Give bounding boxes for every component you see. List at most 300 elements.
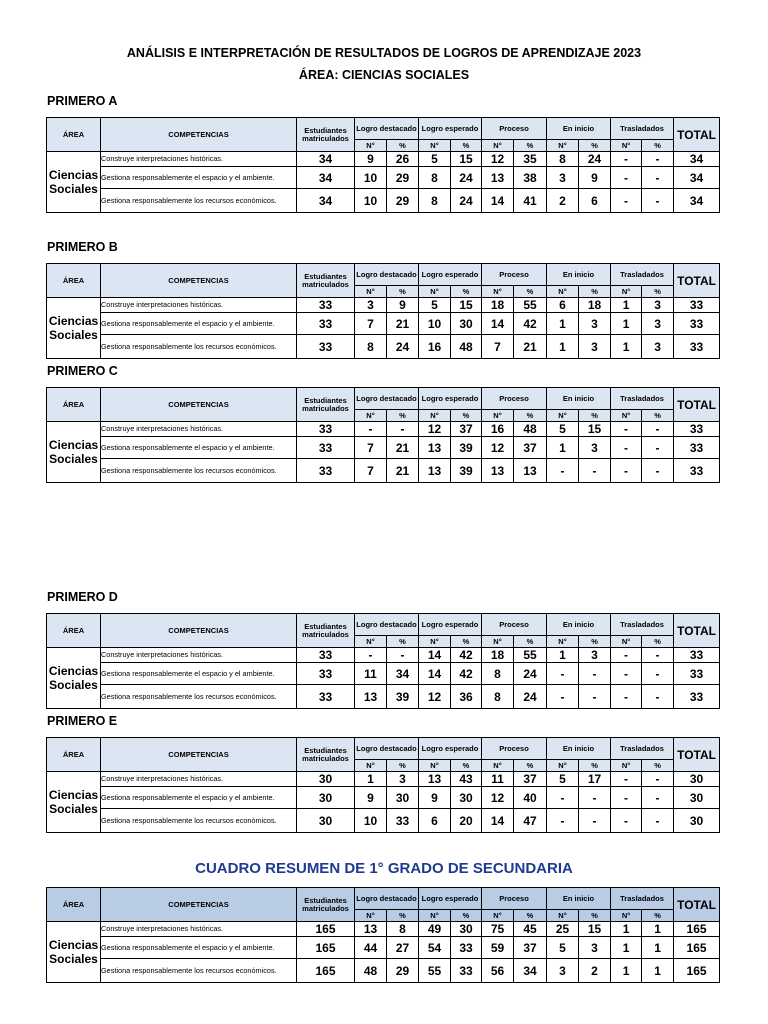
competencias-header: COMPETENCIAS bbox=[101, 614, 297, 648]
value-cell: - bbox=[611, 772, 642, 787]
value-cell: 15 bbox=[451, 298, 482, 313]
proceso-header: Proceso bbox=[482, 738, 547, 760]
logro-esperado-header: Logro esperado bbox=[419, 264, 482, 286]
value-cell: 34 bbox=[514, 959, 547, 983]
value-cell: 42 bbox=[451, 648, 482, 663]
table-row bbox=[47, 663, 720, 685]
value-cell: 35 bbox=[514, 152, 547, 167]
value-cell: 5 bbox=[419, 298, 451, 313]
value-cell: 21 bbox=[387, 437, 419, 459]
n-header: N° bbox=[419, 636, 451, 648]
pct-header: % bbox=[387, 410, 419, 422]
value-cell: 55 bbox=[514, 648, 547, 663]
pct-header: % bbox=[387, 910, 419, 922]
value-cell: - bbox=[642, 685, 674, 709]
value-cell: 1 bbox=[611, 937, 642, 959]
n-header: N° bbox=[482, 636, 514, 648]
value-cell: 29 bbox=[387, 167, 419, 189]
n-header: N° bbox=[355, 910, 387, 922]
value-cell: - bbox=[387, 422, 419, 437]
value-cell: 14 bbox=[482, 189, 514, 213]
value-cell: 6 bbox=[547, 298, 579, 313]
pct-header: % bbox=[451, 140, 482, 152]
table-row bbox=[47, 648, 720, 663]
value-cell: 2 bbox=[579, 959, 611, 983]
pct-header: % bbox=[642, 140, 674, 152]
value-cell: 7 bbox=[355, 437, 387, 459]
n-header: N° bbox=[547, 760, 579, 772]
section-1-table bbox=[46, 263, 720, 359]
value-cell: 45 bbox=[514, 922, 547, 937]
value-cell: 56 bbox=[482, 959, 514, 983]
value-cell: 15 bbox=[579, 422, 611, 437]
value-cell: 13 bbox=[482, 167, 514, 189]
value-cell: 30 bbox=[451, 313, 482, 335]
estudiantes-header: Estudiantes matriculados bbox=[297, 888, 355, 922]
competencia-cell: Gestiona responsablemente los recursos económicos. bbox=[101, 335, 297, 359]
matriculados-cell: 33 bbox=[297, 437, 355, 459]
matriculados-cell: 34 bbox=[297, 152, 355, 167]
matriculados-cell: 33 bbox=[297, 663, 355, 685]
value-cell: 29 bbox=[387, 959, 419, 983]
pct-header: % bbox=[579, 910, 611, 922]
value-cell: 27 bbox=[387, 937, 419, 959]
matriculados-cell: 30 bbox=[297, 772, 355, 787]
proceso-header: Proceso bbox=[482, 888, 547, 910]
value-cell: 3 bbox=[642, 313, 674, 335]
value-cell: 3 bbox=[579, 937, 611, 959]
logro-destacado-header: Logro destacado bbox=[355, 614, 419, 636]
total-header: TOTAL bbox=[674, 264, 720, 298]
pct-header: % bbox=[514, 410, 547, 422]
estudiantes-header: Estudiantes matriculados bbox=[297, 264, 355, 298]
pct-header: % bbox=[579, 140, 611, 152]
logro-destacado-header: Logro destacado bbox=[355, 388, 419, 410]
competencia-cell: Gestiona responsablemente el espacio y el ambiente. bbox=[101, 663, 297, 685]
value-cell: 54 bbox=[419, 937, 451, 959]
total-cell: 165 bbox=[674, 937, 720, 959]
proceso-header: Proceso bbox=[482, 264, 547, 286]
pct-header: % bbox=[642, 410, 674, 422]
value-cell: 7 bbox=[355, 459, 387, 483]
value-cell: - bbox=[611, 663, 642, 685]
matriculados-cell: 33 bbox=[297, 459, 355, 483]
n-header: N° bbox=[482, 140, 514, 152]
value-cell: 18 bbox=[482, 298, 514, 313]
pct-header: % bbox=[451, 636, 482, 648]
value-cell: 7 bbox=[355, 313, 387, 335]
value-cell: 3 bbox=[547, 167, 579, 189]
value-cell: 1 bbox=[611, 959, 642, 983]
value-cell: 38 bbox=[514, 167, 547, 189]
value-cell: 21 bbox=[387, 459, 419, 483]
pct-header: % bbox=[451, 286, 482, 298]
pct-header: % bbox=[451, 410, 482, 422]
value-cell: - bbox=[355, 648, 387, 663]
competencia-cell: Gestiona responsablemente el espacio y el ambiente. bbox=[101, 167, 297, 189]
value-cell: 1 bbox=[642, 959, 674, 983]
pct-header: % bbox=[642, 636, 674, 648]
value-cell: 41 bbox=[514, 189, 547, 213]
value-cell: - bbox=[642, 167, 674, 189]
total-header: TOTAL bbox=[674, 614, 720, 648]
trasladados-header: Trasladados bbox=[611, 118, 674, 140]
value-cell: 25 bbox=[547, 922, 579, 937]
n-header: N° bbox=[419, 140, 451, 152]
table-row bbox=[47, 772, 720, 787]
value-cell: 18 bbox=[579, 298, 611, 313]
area-cell: Ciencias Sociales bbox=[47, 298, 101, 359]
value-cell: - bbox=[579, 787, 611, 809]
value-cell: 24 bbox=[579, 152, 611, 167]
value-cell: - bbox=[547, 787, 579, 809]
value-cell: 16 bbox=[482, 422, 514, 437]
competencia-cell: Gestiona responsablemente los recursos económicos. bbox=[101, 959, 297, 983]
value-cell: 24 bbox=[514, 663, 547, 685]
value-cell: 8 bbox=[547, 152, 579, 167]
total-header: TOTAL bbox=[674, 118, 720, 152]
estudiantes-header: Estudiantes matriculados bbox=[297, 388, 355, 422]
trasladados-header: Trasladados bbox=[611, 738, 674, 760]
value-cell: 9 bbox=[355, 787, 387, 809]
section-2-table bbox=[46, 387, 720, 483]
value-cell: - bbox=[642, 772, 674, 787]
total-cell: 33 bbox=[674, 335, 720, 359]
value-cell: 17 bbox=[579, 772, 611, 787]
value-cell: 42 bbox=[451, 663, 482, 685]
n-header: N° bbox=[419, 760, 451, 772]
value-cell: - bbox=[642, 152, 674, 167]
value-cell: 12 bbox=[482, 437, 514, 459]
competencia-cell: Gestiona responsablemente los recursos económicos. bbox=[101, 189, 297, 213]
matriculados-cell: 33 bbox=[297, 685, 355, 709]
en-inicio-header: En inicio bbox=[547, 888, 611, 910]
table-row bbox=[47, 937, 720, 959]
value-cell: 42 bbox=[514, 313, 547, 335]
area-title: ÁREA: CIENCIAS SOCIALES bbox=[298, 68, 470, 82]
section-label: PRIMERO A bbox=[47, 94, 118, 108]
proceso-header: Proceso bbox=[482, 388, 547, 410]
matriculados-cell: 33 bbox=[297, 298, 355, 313]
value-cell: - bbox=[579, 685, 611, 709]
value-cell: 14 bbox=[482, 809, 514, 833]
value-cell: 1 bbox=[547, 648, 579, 663]
total-header: TOTAL bbox=[674, 738, 720, 772]
n-header: N° bbox=[355, 760, 387, 772]
proceso-header: Proceso bbox=[482, 614, 547, 636]
competencia-cell: Gestiona responsablemente el espacio y el ambiente. bbox=[101, 437, 297, 459]
value-cell: 8 bbox=[419, 189, 451, 213]
total-cell: 30 bbox=[674, 787, 720, 809]
value-cell: 24 bbox=[387, 335, 419, 359]
area-header: ÁREA bbox=[47, 738, 101, 772]
value-cell: 9 bbox=[387, 298, 419, 313]
value-cell: 1 bbox=[611, 313, 642, 335]
logro-destacado-header: Logro destacado bbox=[355, 118, 419, 140]
competencia-cell: Gestiona responsablemente los recursos económicos. bbox=[101, 685, 297, 709]
area-header: ÁREA bbox=[47, 388, 101, 422]
value-cell: 11 bbox=[482, 772, 514, 787]
value-cell: - bbox=[611, 685, 642, 709]
en-inicio-header: En inicio bbox=[547, 264, 611, 286]
value-cell: 6 bbox=[579, 189, 611, 213]
value-cell: 8 bbox=[482, 685, 514, 709]
pct-header: % bbox=[387, 760, 419, 772]
value-cell: 8 bbox=[387, 922, 419, 937]
value-cell: 40 bbox=[514, 787, 547, 809]
n-header: N° bbox=[419, 286, 451, 298]
pct-header: % bbox=[642, 910, 674, 922]
logro-esperado-header: Logro esperado bbox=[419, 614, 482, 636]
total-cell: 165 bbox=[674, 922, 720, 937]
value-cell: - bbox=[611, 152, 642, 167]
value-cell: 12 bbox=[419, 685, 451, 709]
value-cell: 13 bbox=[419, 459, 451, 483]
logro-esperado-header: Logro esperado bbox=[419, 888, 482, 910]
table-row bbox=[47, 422, 720, 437]
value-cell: 48 bbox=[514, 422, 547, 437]
pct-header: % bbox=[579, 760, 611, 772]
n-header: N° bbox=[611, 760, 642, 772]
value-cell: - bbox=[611, 167, 642, 189]
value-cell: 3 bbox=[355, 298, 387, 313]
value-cell: - bbox=[642, 809, 674, 833]
n-header: N° bbox=[547, 286, 579, 298]
pct-header: % bbox=[514, 636, 547, 648]
value-cell: - bbox=[579, 459, 611, 483]
competencia-cell: Gestiona responsablemente los recursos económicos. bbox=[101, 459, 297, 483]
value-cell: 3 bbox=[642, 335, 674, 359]
n-header: N° bbox=[547, 636, 579, 648]
total-cell: 165 bbox=[674, 959, 720, 983]
total-cell: 30 bbox=[674, 809, 720, 833]
value-cell: 5 bbox=[419, 152, 451, 167]
value-cell: 33 bbox=[451, 959, 482, 983]
value-cell: - bbox=[355, 422, 387, 437]
total-cell: 33 bbox=[674, 437, 720, 459]
n-header: N° bbox=[355, 286, 387, 298]
value-cell: - bbox=[642, 437, 674, 459]
competencias-header: COMPETENCIAS bbox=[101, 738, 297, 772]
value-cell: 49 bbox=[419, 922, 451, 937]
pct-header: % bbox=[387, 286, 419, 298]
total-cell: 33 bbox=[674, 313, 720, 335]
value-cell: - bbox=[611, 189, 642, 213]
competencia-cell: Gestiona responsablemente el espacio y el ambiente. bbox=[101, 937, 297, 959]
logro-esperado-header: Logro esperado bbox=[419, 118, 482, 140]
logro-destacado-header: Logro destacado bbox=[355, 264, 419, 286]
value-cell: 39 bbox=[451, 437, 482, 459]
value-cell: - bbox=[611, 459, 642, 483]
n-header: N° bbox=[611, 140, 642, 152]
value-cell: 3 bbox=[579, 313, 611, 335]
competencias-header: COMPETENCIAS bbox=[101, 388, 297, 422]
total-cell: 30 bbox=[674, 772, 720, 787]
pct-header: % bbox=[579, 636, 611, 648]
table-row bbox=[47, 298, 720, 313]
en-inicio-header: En inicio bbox=[547, 614, 611, 636]
value-cell: 1 bbox=[611, 922, 642, 937]
value-cell: - bbox=[547, 663, 579, 685]
competencia-cell: Construye interpretaciones históricas. bbox=[101, 152, 297, 167]
matriculados-cell: 30 bbox=[297, 787, 355, 809]
value-cell: 48 bbox=[355, 959, 387, 983]
value-cell: 8 bbox=[482, 663, 514, 685]
value-cell: 3 bbox=[642, 298, 674, 313]
value-cell: 24 bbox=[451, 167, 482, 189]
estudiantes-header: Estudiantes matriculados bbox=[297, 118, 355, 152]
value-cell: 13 bbox=[355, 685, 387, 709]
section-0-table bbox=[46, 117, 720, 213]
competencia-cell: Construye interpretaciones históricas. bbox=[101, 422, 297, 437]
area-cell: Ciencias Sociales bbox=[47, 152, 101, 213]
value-cell: 14 bbox=[419, 663, 451, 685]
competencia-cell: Gestiona responsablemente el espacio y el ambiente. bbox=[101, 313, 297, 335]
table-row bbox=[47, 335, 720, 359]
value-cell: 3 bbox=[579, 437, 611, 459]
pct-header: % bbox=[514, 910, 547, 922]
value-cell: 37 bbox=[514, 437, 547, 459]
value-cell: 15 bbox=[579, 922, 611, 937]
value-cell: - bbox=[579, 663, 611, 685]
value-cell: - bbox=[642, 189, 674, 213]
value-cell: 12 bbox=[482, 787, 514, 809]
value-cell: - bbox=[611, 422, 642, 437]
competencias-header: COMPETENCIAS bbox=[101, 264, 297, 298]
value-cell: 12 bbox=[419, 422, 451, 437]
en-inicio-header: En inicio bbox=[547, 388, 611, 410]
value-cell: 30 bbox=[451, 787, 482, 809]
value-cell: 30 bbox=[451, 922, 482, 937]
area-cell: Ciencias Sociales bbox=[47, 772, 101, 833]
value-cell: - bbox=[611, 648, 642, 663]
n-header: N° bbox=[482, 286, 514, 298]
value-cell: 1 bbox=[642, 922, 674, 937]
competencia-cell: Gestiona responsablemente el espacio y el ambiente. bbox=[101, 787, 297, 809]
value-cell: - bbox=[642, 663, 674, 685]
section-3-table bbox=[46, 613, 720, 709]
area-cell: Ciencias Sociales bbox=[47, 922, 101, 983]
table-row bbox=[47, 167, 720, 189]
n-header: N° bbox=[482, 910, 514, 922]
value-cell: 10 bbox=[355, 809, 387, 833]
matriculados-cell: 33 bbox=[297, 335, 355, 359]
document-title: ANÁLISIS E INTERPRETACIÓN DE RESULTADOS DE LOGROS DE APRENDIZAJE 2023 bbox=[126, 46, 642, 60]
value-cell: 3 bbox=[579, 335, 611, 359]
matriculados-cell: 165 bbox=[297, 922, 355, 937]
competencia-cell: Gestiona responsablemente los recursos económicos. bbox=[101, 809, 297, 833]
value-cell: - bbox=[387, 648, 419, 663]
value-cell: 24 bbox=[514, 685, 547, 709]
estudiantes-header: Estudiantes matriculados bbox=[297, 738, 355, 772]
matriculados-cell: 165 bbox=[297, 937, 355, 959]
logro-esperado-header: Logro esperado bbox=[419, 738, 482, 760]
value-cell: 12 bbox=[482, 152, 514, 167]
n-header: N° bbox=[547, 910, 579, 922]
n-header: N° bbox=[355, 140, 387, 152]
value-cell: 1 bbox=[547, 313, 579, 335]
n-header: N° bbox=[547, 410, 579, 422]
value-cell: 11 bbox=[355, 663, 387, 685]
value-cell: 7 bbox=[482, 335, 514, 359]
n-header: N° bbox=[482, 410, 514, 422]
competencia-cell: Construye interpretaciones históricas. bbox=[101, 772, 297, 787]
matriculados-cell: 33 bbox=[297, 422, 355, 437]
n-header: N° bbox=[611, 636, 642, 648]
value-cell: 3 bbox=[547, 959, 579, 983]
area-header: ÁREA bbox=[47, 888, 101, 922]
total-cell: 33 bbox=[674, 663, 720, 685]
value-cell: 26 bbox=[387, 152, 419, 167]
area-header: ÁREA bbox=[47, 264, 101, 298]
value-cell: - bbox=[642, 787, 674, 809]
value-cell: 13 bbox=[419, 772, 451, 787]
value-cell: 1 bbox=[547, 335, 579, 359]
value-cell: 21 bbox=[387, 313, 419, 335]
total-cell: 33 bbox=[674, 648, 720, 663]
total-cell: 33 bbox=[674, 422, 720, 437]
value-cell: 10 bbox=[355, 167, 387, 189]
value-cell: 14 bbox=[419, 648, 451, 663]
total-cell: 33 bbox=[674, 298, 720, 313]
competencias-header: COMPETENCIAS bbox=[101, 888, 297, 922]
n-header: N° bbox=[419, 410, 451, 422]
pct-header: % bbox=[514, 760, 547, 772]
area-cell: Ciencias Sociales bbox=[47, 422, 101, 483]
n-header: N° bbox=[419, 910, 451, 922]
value-cell: 20 bbox=[451, 809, 482, 833]
total-header: TOTAL bbox=[674, 388, 720, 422]
n-header: N° bbox=[547, 140, 579, 152]
value-cell: - bbox=[579, 809, 611, 833]
value-cell: 1 bbox=[611, 298, 642, 313]
pct-header: % bbox=[451, 760, 482, 772]
value-cell: 13 bbox=[355, 922, 387, 937]
value-cell: - bbox=[547, 809, 579, 833]
value-cell: 5 bbox=[547, 422, 579, 437]
value-cell: - bbox=[611, 787, 642, 809]
estudiantes-header: Estudiantes matriculados bbox=[297, 614, 355, 648]
matriculados-cell: 34 bbox=[297, 189, 355, 213]
logro-esperado-header: Logro esperado bbox=[419, 388, 482, 410]
section-label: PRIMERO E bbox=[47, 714, 118, 728]
competencia-cell: Construye interpretaciones históricas. bbox=[101, 648, 297, 663]
competencia-cell: Construye interpretaciones históricas. bbox=[101, 298, 297, 313]
value-cell: 15 bbox=[451, 152, 482, 167]
value-cell: 55 bbox=[514, 298, 547, 313]
table-row bbox=[47, 189, 720, 213]
value-cell: 8 bbox=[419, 167, 451, 189]
value-cell: - bbox=[611, 809, 642, 833]
value-cell: - bbox=[611, 437, 642, 459]
value-cell: 13 bbox=[514, 459, 547, 483]
n-header: N° bbox=[482, 760, 514, 772]
section-label: PRIMERO B bbox=[47, 240, 118, 254]
total-cell: 34 bbox=[674, 167, 720, 189]
value-cell: 39 bbox=[451, 459, 482, 483]
total-cell: 34 bbox=[674, 152, 720, 167]
value-cell: 3 bbox=[387, 772, 419, 787]
value-cell: - bbox=[642, 422, 674, 437]
value-cell: 16 bbox=[419, 335, 451, 359]
value-cell: 21 bbox=[514, 335, 547, 359]
value-cell: 18 bbox=[482, 648, 514, 663]
summary-title: CUADRO RESUMEN DE 1° GRADO DE SECUNDARIA bbox=[195, 860, 573, 877]
table-row bbox=[47, 313, 720, 335]
proceso-header: Proceso bbox=[482, 118, 547, 140]
table-row bbox=[47, 152, 720, 167]
value-cell: 43 bbox=[451, 772, 482, 787]
